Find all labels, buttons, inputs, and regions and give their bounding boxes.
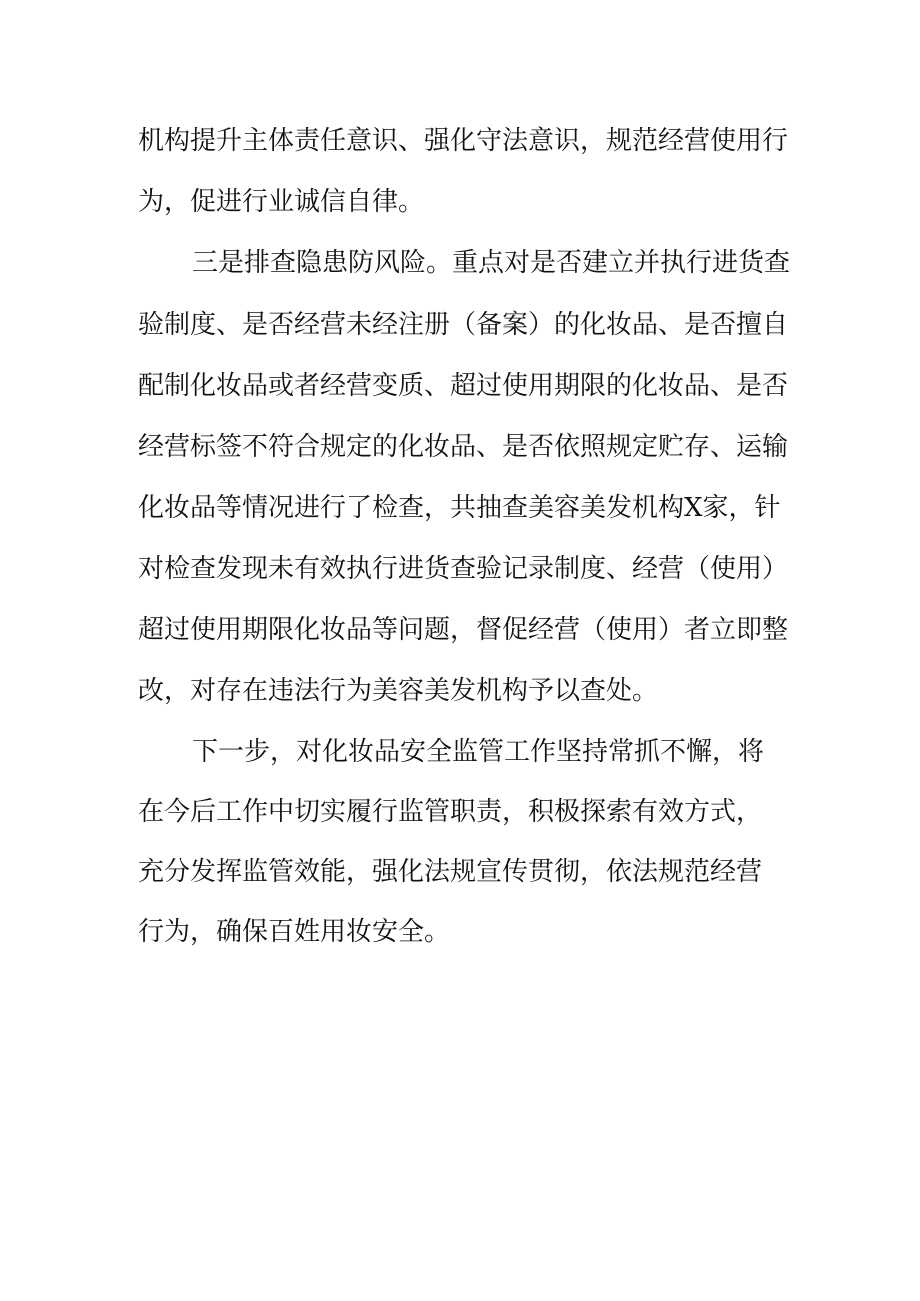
paragraph-3-line-4: 行为，确保百姓用妆安全。 [138,917,451,947]
paragraph-2-line-2: 验制度、是否经营未经注册（备案）的化妆品、是否擅自 [138,310,789,340]
paragraph-2-line-5: 化妆品等情况进行了检查，共抽查美容美发机构X家，针 [138,493,781,523]
paragraph-3-line-2: 在今后工作中切实履行监管职责，积极探索有效方式， [138,797,763,827]
paragraph-2-line-8: 改，对存在违法行为美容美发机构予以查处。 [138,676,659,706]
paragraph-3-line-3: 充分发挥监管效能，强化法规宣传贯彻，依法规范经营 [138,857,763,887]
paragraph-2-line-6: 对检查发现未有效执行进货查验记录制度、经营（使用） [138,554,789,584]
paragraph-3-line-1: 下一步，对化妆品安全监管工作坚持常抓不懈，将 [192,737,765,767]
paragraph-2-line-4: 经营标签不符合规定的化妆品、是否依照规定贮存、运输 [138,432,789,462]
paragraph-2-line-3: 配制化妆品或者经营变质、超过使用期限的化妆品、是否 [138,371,789,401]
paragraph-1-line-2: 为，促进行业诚信自律。 [138,187,425,217]
paragraph-2-line-1: 三是排查隐患防风险。重点对是否建立并执行进货查 [192,248,791,278]
paragraph-1-line-1: 机构提升主体责任意识、强化守法意识，规范经营使用行 [138,126,789,156]
paragraph-2-line-7: 超过使用期限化妆品等问题，督促经营（使用）者立即整 [138,615,789,645]
